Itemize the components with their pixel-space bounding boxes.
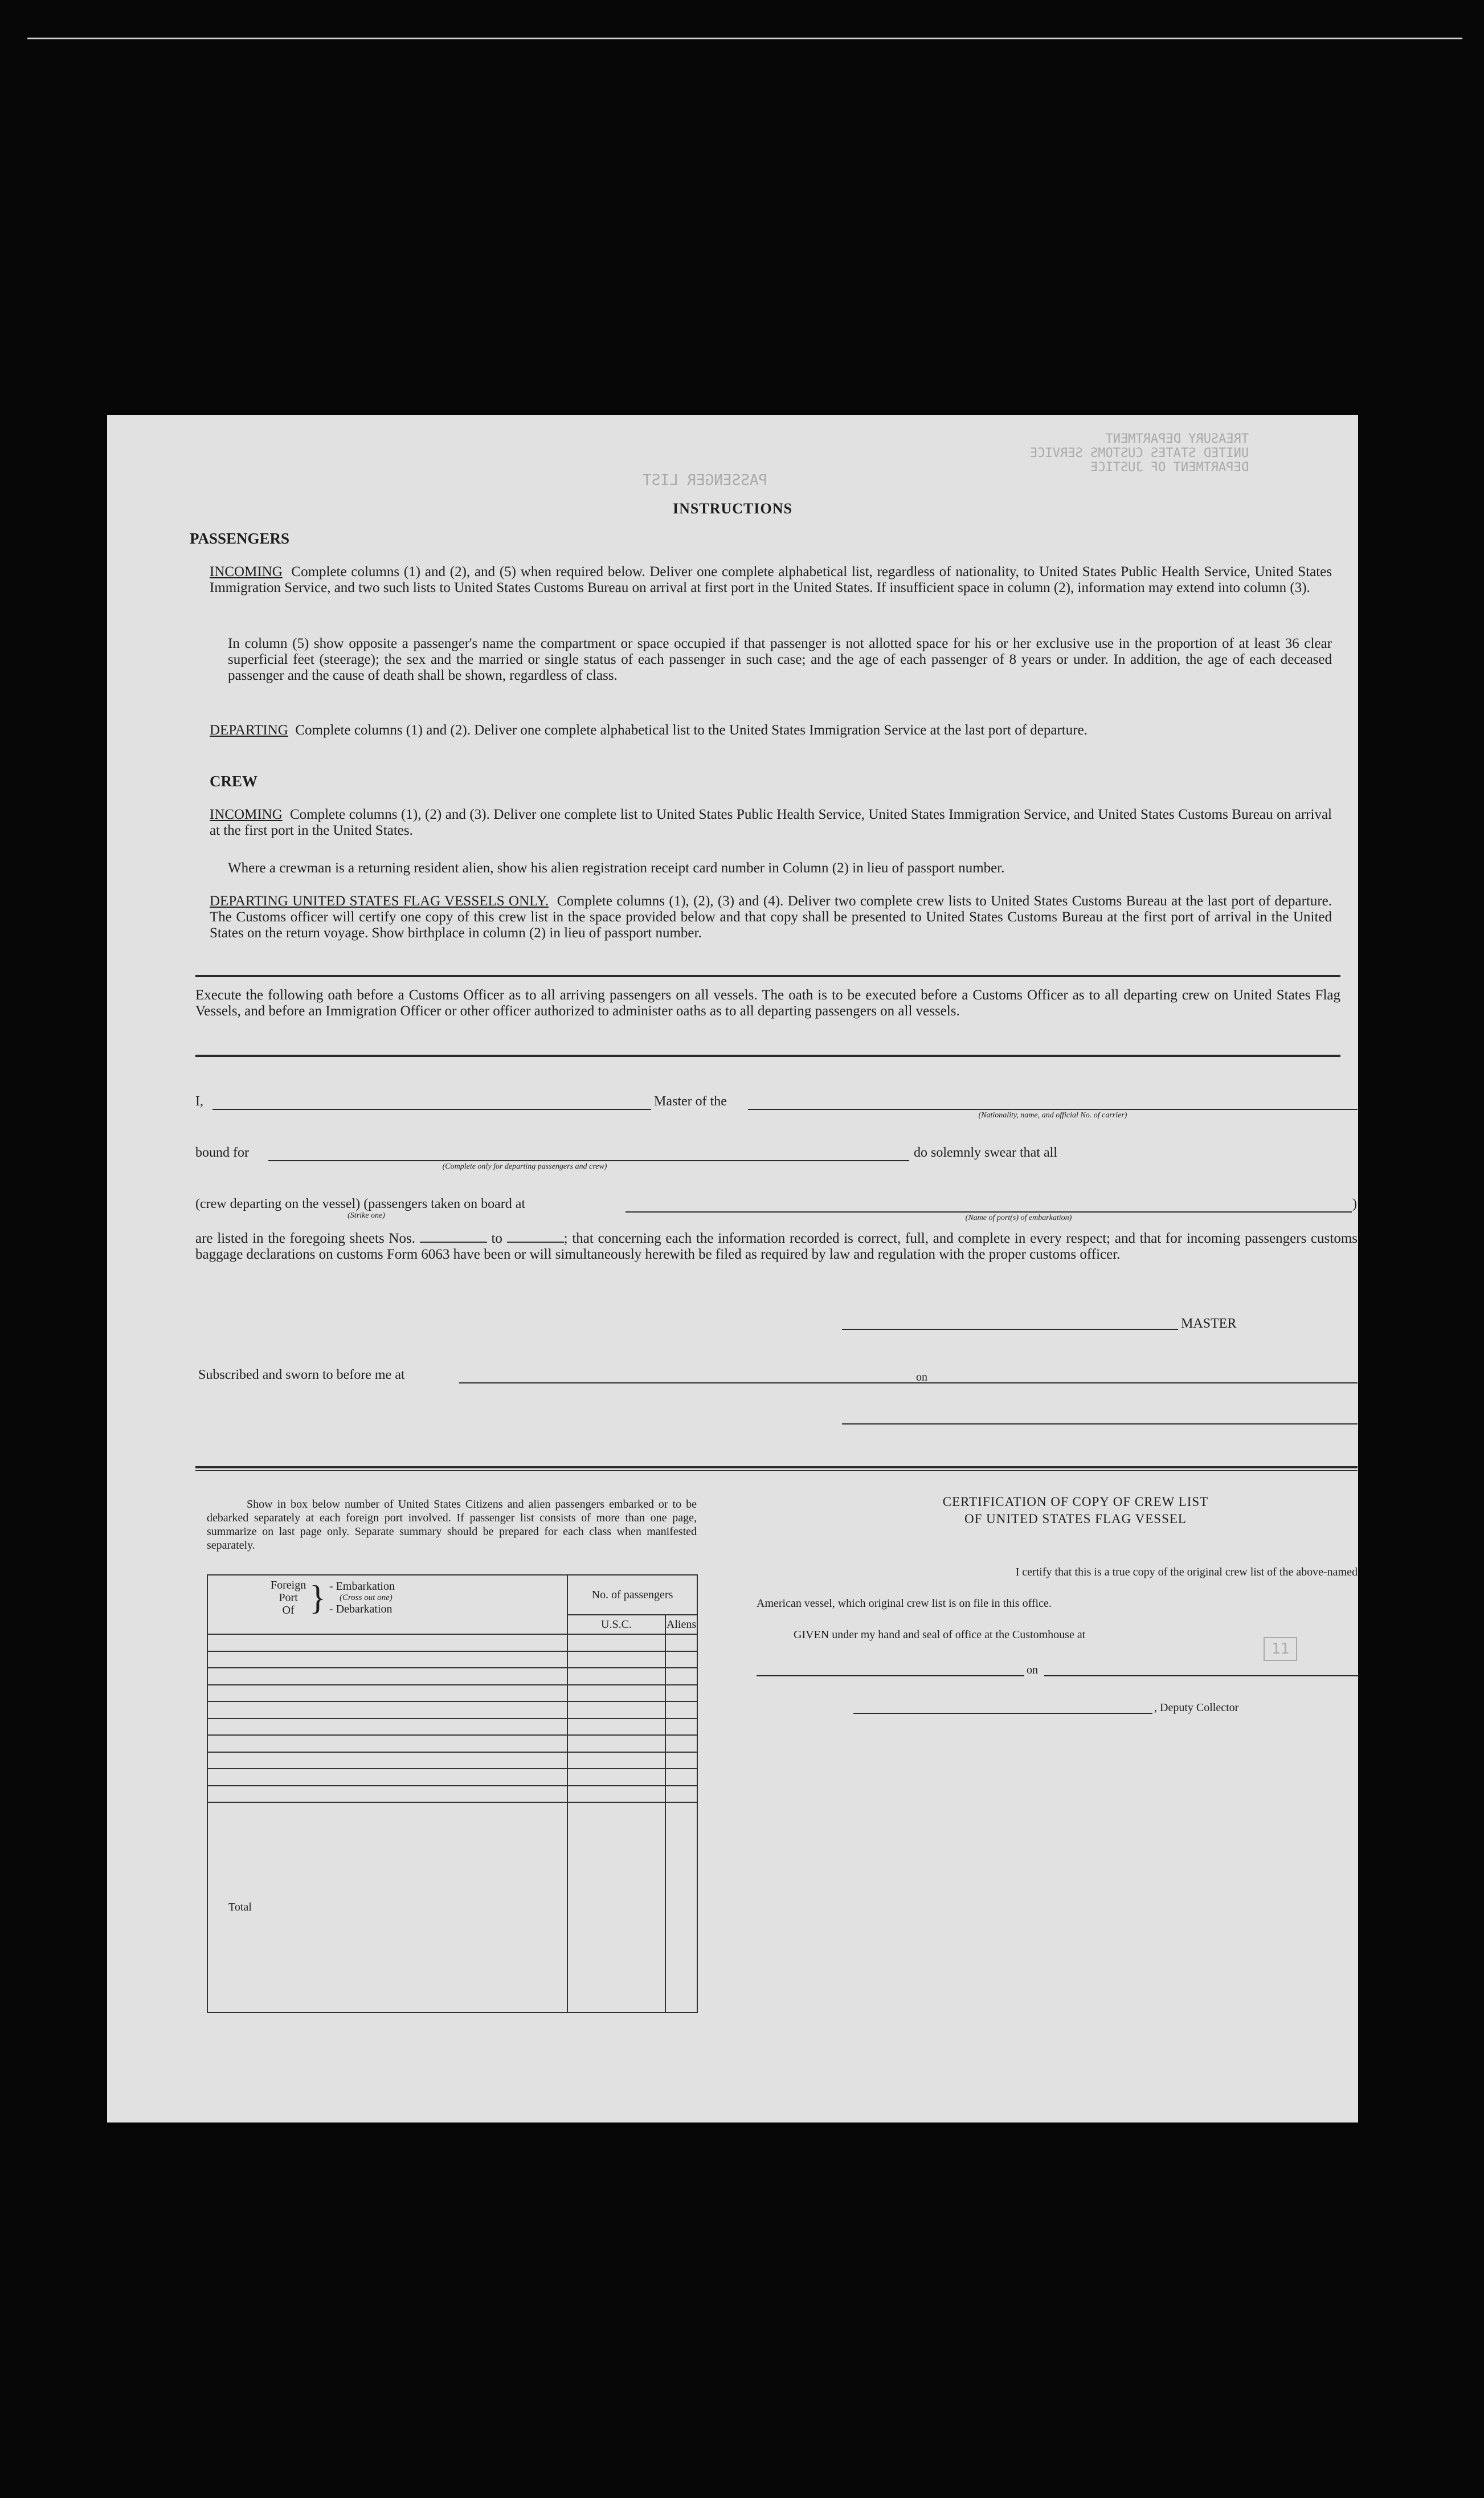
usc-cell[interactable] bbox=[567, 1769, 665, 1786]
listed-paragraph bbox=[195, 1231, 1358, 1263]
port-cell[interactable] bbox=[207, 1769, 567, 1786]
listed-text-a: are listed in the foregoing sheets Nos. bbox=[195, 1231, 415, 1246]
incoming-text: Complete columns (1) and (2), and (5) when required below. Deliver one complete alphabetical list, regardless of nationality, to United States Public Health Service, United States Immigration Service, and two such lists to United States Customs Bureau on arrival at first port in the United States. If insufficient space in column (2), information may extend into column (3). bbox=[210, 564, 1332, 595]
flag-vessels-text: Complete columns (1), (2), (3) and (4). Deliver two complete crew lists to United States Customs Bureau at the last port of departure. The Customs officer will certify one copy of this crew list in the space provided below and that copy shall be presented to United States Customs Bureau at the first port of arrival in the United States on the return voyage. Show birthplace in column (2) in lieu of passport number. bbox=[210, 893, 1332, 941]
aliens-cell[interactable] bbox=[665, 1651, 697, 1668]
listed-text-b: ; that concerning each the information recorded is correct, full, and complete in every respect; and that for incoming passengers customs baggage declarations on customs Form 6063 have been or will simultaneously herewith be filed as required by law and regulation with the proper customs officer. bbox=[195, 1231, 1358, 1262]
aliens-total-cell[interactable] bbox=[665, 1802, 697, 2013]
cross-out-note: (Cross out one) bbox=[340, 1593, 393, 1602]
port-cell[interactable] bbox=[207, 1752, 567, 1769]
crew-incoming-text: Complete columns (1), (2) and (3). Deliver one complete list to United States Public Health Service, United States Immigration Service, and United States Customs Bureau on arrival at the first port in the United States. bbox=[210, 807, 1332, 838]
divider bbox=[195, 975, 1340, 977]
usc-cell[interactable] bbox=[567, 1651, 665, 1668]
sheet-to-field[interactable] bbox=[507, 1242, 564, 1243]
sheet-from-field[interactable] bbox=[420, 1242, 487, 1243]
total-label: Total bbox=[207, 1802, 567, 2013]
aliens-cell[interactable] bbox=[665, 1752, 697, 1769]
strike-one-caption: (Strike one) bbox=[348, 1211, 385, 1220]
bleed-through-title: PASSENGER LIST bbox=[643, 472, 768, 489]
incoming-label: INCOMING bbox=[210, 564, 283, 579]
table-row bbox=[207, 1651, 697, 1668]
passenger-summary-table bbox=[207, 1574, 698, 2013]
port-cell[interactable] bbox=[207, 1651, 567, 1668]
aliens-cell[interactable] bbox=[665, 1735, 697, 1752]
debarkation-option[interactable]: - Debarkation bbox=[329, 1603, 393, 1615]
master-name-field[interactable] bbox=[212, 1109, 651, 1110]
aliens-cell[interactable] bbox=[665, 1685, 697, 1702]
usc-cell[interactable] bbox=[567, 1719, 665, 1736]
table-row bbox=[207, 1786, 697, 1803]
port-cell[interactable] bbox=[207, 1685, 567, 1702]
sworn-on-label: on bbox=[916, 1371, 927, 1383]
film-strip-edge bbox=[27, 38, 1462, 39]
table-row bbox=[207, 1701, 697, 1719]
foreign-port-header bbox=[207, 1575, 567, 1634]
usc-cell[interactable] bbox=[567, 1752, 665, 1769]
aliens-cell[interactable] bbox=[665, 1769, 697, 1786]
port-cell[interactable] bbox=[207, 1701, 567, 1719]
flag-vessels-paragraph bbox=[210, 893, 1332, 941]
port-label: Port bbox=[279, 1591, 298, 1604]
sworn-date-field[interactable] bbox=[933, 1382, 1358, 1383]
bound-for-caption: (Complete only for departing passengers and crew) bbox=[442, 1162, 607, 1171]
cert-date-field[interactable] bbox=[1044, 1675, 1359, 1676]
certification-title-line-2: OF UNITED STATES FLAG VESSEL bbox=[964, 1512, 1187, 1526]
deputy-signature-field[interactable] bbox=[853, 1713, 1152, 1714]
aliens-cell[interactable] bbox=[665, 1634, 697, 1651]
table-row bbox=[207, 1752, 697, 1769]
bound-for-label: bound for bbox=[195, 1145, 249, 1160]
divider bbox=[195, 1055, 1340, 1057]
oath-i-label: I, bbox=[195, 1094, 203, 1109]
aliens-header: Aliens bbox=[665, 1615, 697, 1634]
aliens-cell[interactable] bbox=[665, 1719, 697, 1736]
of-label: Of bbox=[282, 1604, 295, 1617]
embarkation-option[interactable]: - Embarkation bbox=[329, 1580, 395, 1593]
port-cell[interactable] bbox=[207, 1634, 567, 1651]
passengers-count-header: No. of passengers bbox=[567, 1575, 697, 1615]
crew-heading: CREW bbox=[210, 773, 258, 790]
master-signature-field[interactable] bbox=[842, 1329, 1178, 1330]
usc-cell[interactable] bbox=[567, 1701, 665, 1719]
usc-cell[interactable] bbox=[567, 1634, 665, 1651]
total-row bbox=[207, 1802, 697, 2013]
bound-for-field[interactable] bbox=[268, 1160, 909, 1161]
aliens-cell[interactable] bbox=[665, 1701, 697, 1719]
table-row bbox=[207, 1735, 697, 1752]
deputy-collector-label: , Deputy Collector bbox=[1154, 1701, 1239, 1714]
passengers-departing-paragraph bbox=[210, 723, 1332, 738]
bleed-through-page-box: 11 bbox=[1264, 1637, 1297, 1661]
usc-cell[interactable] bbox=[567, 1735, 665, 1752]
given-text: GIVEN under my hand and seal of office at the Customhouse at bbox=[794, 1628, 1086, 1641]
table-row bbox=[207, 1685, 697, 1702]
divider bbox=[195, 1470, 1358, 1471]
master-of-label: Master of the bbox=[654, 1094, 727, 1109]
oath-intro: Execute the following oath before a Customs Officer as to all arriving passengers on all vessels. The oath is to be executed before a Customs Officer as to all departing crew on United States Flag Vessels, and before an Immigration Officer or other officer authorized to administer oaths as to all departing passengers on all vessels. bbox=[195, 987, 1340, 1019]
table-row bbox=[207, 1719, 697, 1736]
embarkation-port-caption: (Name of port(s) of embarkation) bbox=[965, 1214, 1072, 1222]
flag-vessels-label: DEPARTING UNITED STATES FLAG VESSELS ONLY. bbox=[210, 893, 549, 909]
usc-cell[interactable] bbox=[567, 1685, 665, 1702]
port-cell[interactable] bbox=[207, 1719, 567, 1736]
passengers-heading: PASSENGERS bbox=[190, 530, 290, 547]
embarkation-port-field[interactable] bbox=[626, 1211, 1352, 1213]
certify-text-2: American vessel, which original crew list is on file in this office. bbox=[757, 1597, 1052, 1610]
carrier-field[interactable] bbox=[748, 1109, 1358, 1110]
passengers-incoming-paragraph bbox=[210, 564, 1332, 596]
box-instructions: Show in box below number of United States Citizens and alien passengers embarked or to be debarked separately at each foreign port involved. If passenger list consists of more than one page, summarize on last page only. Separate summary should be prepared for each class when manifested separately. bbox=[207, 1498, 697, 1552]
usc-total-cell[interactable] bbox=[567, 1802, 665, 2013]
instruction-page bbox=[107, 415, 1358, 2123]
port-cell[interactable] bbox=[207, 1786, 567, 1803]
column5-paragraph: In column (5) show opposite a passenger's name the compartment or space occupied if that passenger is not allotted space for his or her exclusive use in the proportion of at least 36 clear superficial feet (steerage); the sex and the married or single status of each passenger in such case; and the age of each passenger of 8 years or under. In addition, the age of each deceased passenger and the cause of death shall be shown, regardless of class. bbox=[228, 636, 1332, 683]
crew-incoming-label: INCOMING bbox=[210, 807, 283, 822]
swear-label: do solemnly swear that all bbox=[914, 1145, 1057, 1160]
crew-incoming-paragraph bbox=[210, 807, 1332, 839]
departing-label: DEPARTING bbox=[210, 723, 288, 738]
crew-resident-paragraph: Where a crewman is a returning resident alien, show his alien registration receipt card number in Column (2) in lieu of passport number. bbox=[228, 860, 1005, 876]
divider bbox=[195, 1466, 1358, 1468]
port-cell[interactable] bbox=[207, 1668, 567, 1685]
close-paren: ) bbox=[1352, 1197, 1357, 1211]
certify-text-1: I certify that this is a true copy of the original crew list of the above-named bbox=[1015, 1566, 1358, 1578]
table-row bbox=[207, 1634, 697, 1651]
subscribed-label: Subscribed and sworn to before me at bbox=[198, 1368, 405, 1382]
table-row bbox=[207, 1769, 697, 1786]
aliens-cell[interactable] bbox=[665, 1668, 697, 1685]
port-cell[interactable] bbox=[207, 1735, 567, 1752]
carrier-caption: (Nationality, name, and official No. of carrier) bbox=[978, 1111, 1127, 1120]
brace: } bbox=[309, 1579, 326, 1617]
officer-signature-field[interactable] bbox=[842, 1423, 1358, 1424]
bleed-through-stamp: TREASURY DEPARTMENT UNITED STATES CUSTOMS SERVICE DEPARTMENT OF JUSTICE bbox=[1030, 432, 1249, 475]
cert-on-label: on bbox=[1027, 1664, 1038, 1676]
page-title: INSTRUCTIONS bbox=[673, 500, 792, 517]
aliens-cell[interactable] bbox=[665, 1786, 697, 1803]
listed-to: to bbox=[491, 1231, 502, 1246]
certification-title bbox=[791, 1493, 1360, 1528]
master-label: MASTER bbox=[1181, 1316, 1237, 1331]
certification-title-line-1: CERTIFICATION OF COPY OF CREW LIST bbox=[942, 1495, 1209, 1509]
customhouse-field[interactable] bbox=[757, 1675, 1024, 1676]
foreign-label: Foreign bbox=[271, 1579, 306, 1591]
usc-header: U.S.C. bbox=[567, 1615, 665, 1634]
usc-cell[interactable] bbox=[567, 1668, 665, 1685]
crew-departing-label: (crew departing on the vessel) (passengers taken on board at bbox=[195, 1197, 526, 1211]
usc-cell[interactable] bbox=[567, 1786, 665, 1803]
departing-text: Complete columns (1) and (2). Deliver one complete alphabetical list to the United States Immigration Service at the last port of departure. bbox=[295, 723, 1088, 738]
table-row bbox=[207, 1668, 697, 1685]
